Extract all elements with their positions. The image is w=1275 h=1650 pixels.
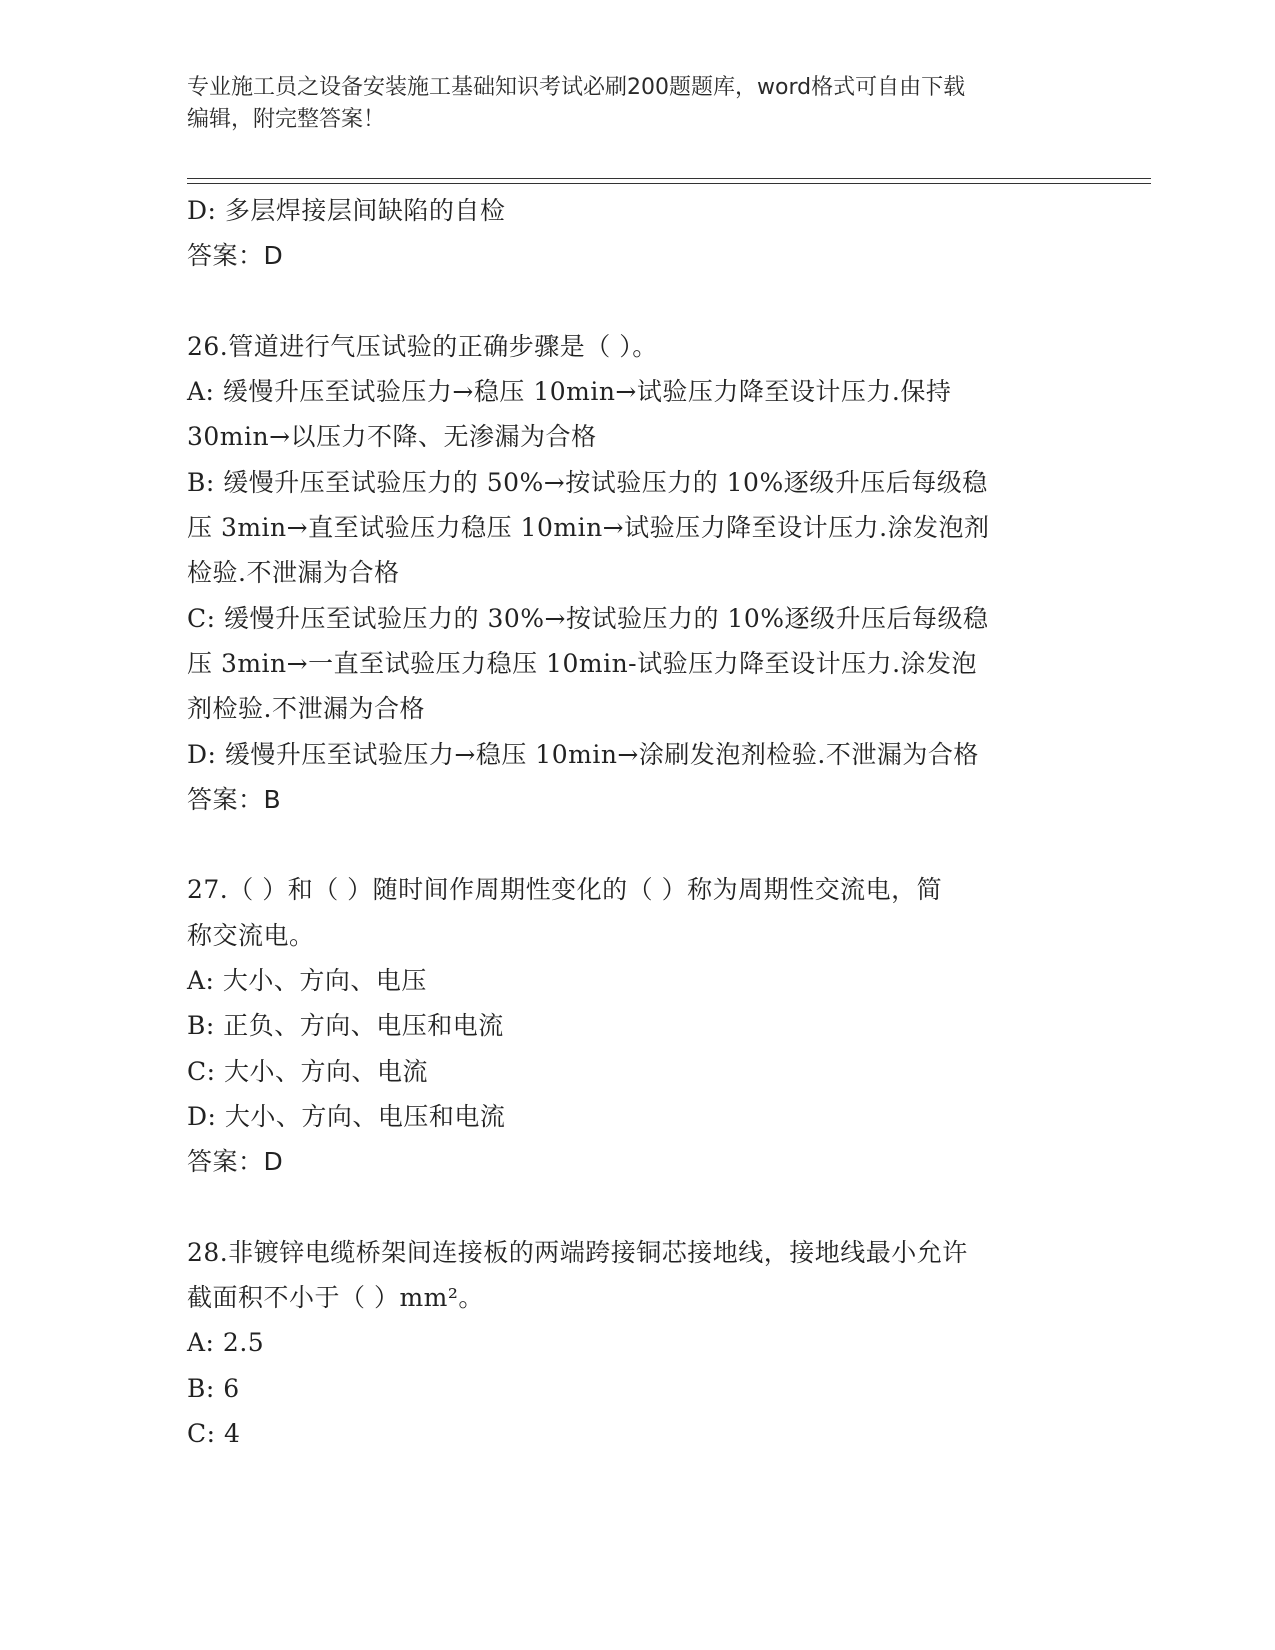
header-divider-top (187, 178, 1151, 179)
question-28 (187, 1230, 1087, 1456)
question-stem: 28.非镀锌电缆桥架间连接板的两端跨接铜芯接地线，接地线最小允许 (187, 1237, 968, 1267)
document-header (187, 72, 1087, 136)
option-c-continued: 压 3min→一直至试验压力稳压 10min-试验压力降至设计压力.涂发泡 (187, 648, 978, 678)
spacer (187, 1185, 1087, 1230)
option-a: A: 2.5 (187, 1328, 265, 1358)
question-26 (187, 324, 1087, 822)
question-stem-continued: 截面积不小于（ ）mm²。 (187, 1283, 484, 1313)
option-c: C: 4 (187, 1419, 241, 1449)
option-b: B: 缓慢升压至试验压力的 50%→按试验压力的 10%逐级升压后每级稳 (187, 467, 988, 497)
option-b-continued: 检验.不泄漏为合格 (187, 558, 400, 588)
header-line-1: 专业施工员之设备安装施工基础知识考试必刷200题题库，word格式可自由下载 (187, 75, 966, 100)
option-b: B: 正负、方向、电压和电流 (187, 1011, 504, 1041)
answer: 答案：D (187, 1147, 284, 1177)
option-b: B: 6 (187, 1373, 240, 1403)
header-line-2: 编辑，附完整答案！ (187, 107, 386, 132)
option-a-continued: 30min→以压力不降、无渗漏为合格 (187, 422, 597, 452)
option-d: D: 缓慢升压至试验压力→稳压 10min→涂刷发泡剂检验.不泄漏为合格 (187, 739, 979, 769)
question-stem: 27.（ ）和（ ）随时间作周期性变化的（ ）称为周期性交流电，简 (187, 875, 943, 905)
question-27 (187, 867, 1087, 1184)
question-stem: 26.管道进行气压试验的正确步骤是（ ）。 (187, 331, 658, 361)
option-d: D: 大小、方向、电压和电流 (187, 1101, 506, 1131)
document-body (187, 188, 1087, 1456)
option-a: A: 大小、方向、电压 (187, 966, 427, 996)
option-c: C: 缓慢升压至试验压力的 30%→按试验压力的 10%逐级升压后每级稳 (187, 603, 989, 633)
spacer (187, 279, 1087, 324)
answer: 答案：B (187, 784, 282, 814)
option-c-continued: 剂检验.不泄漏为合格 (187, 694, 425, 724)
option-c: C: 大小、方向、电流 (187, 1056, 428, 1086)
option-a: A: 缓慢升压至试验压力→稳压 10min→试验压力降至设计压力.保持 (187, 377, 952, 407)
question-stem-continued: 称交流电。 (187, 920, 315, 950)
option-d: D: 多层焊接层间缺陷的自检 (187, 196, 506, 225)
answer: 答案：D (187, 241, 284, 271)
spacer (187, 822, 1087, 867)
question-25-tail (187, 188, 1087, 279)
option-b-continued: 压 3min→直至试验压力稳压 10min→试验压力降至设计压力.涂发泡剂 (187, 513, 990, 543)
header-divider-bottom (187, 183, 1151, 184)
